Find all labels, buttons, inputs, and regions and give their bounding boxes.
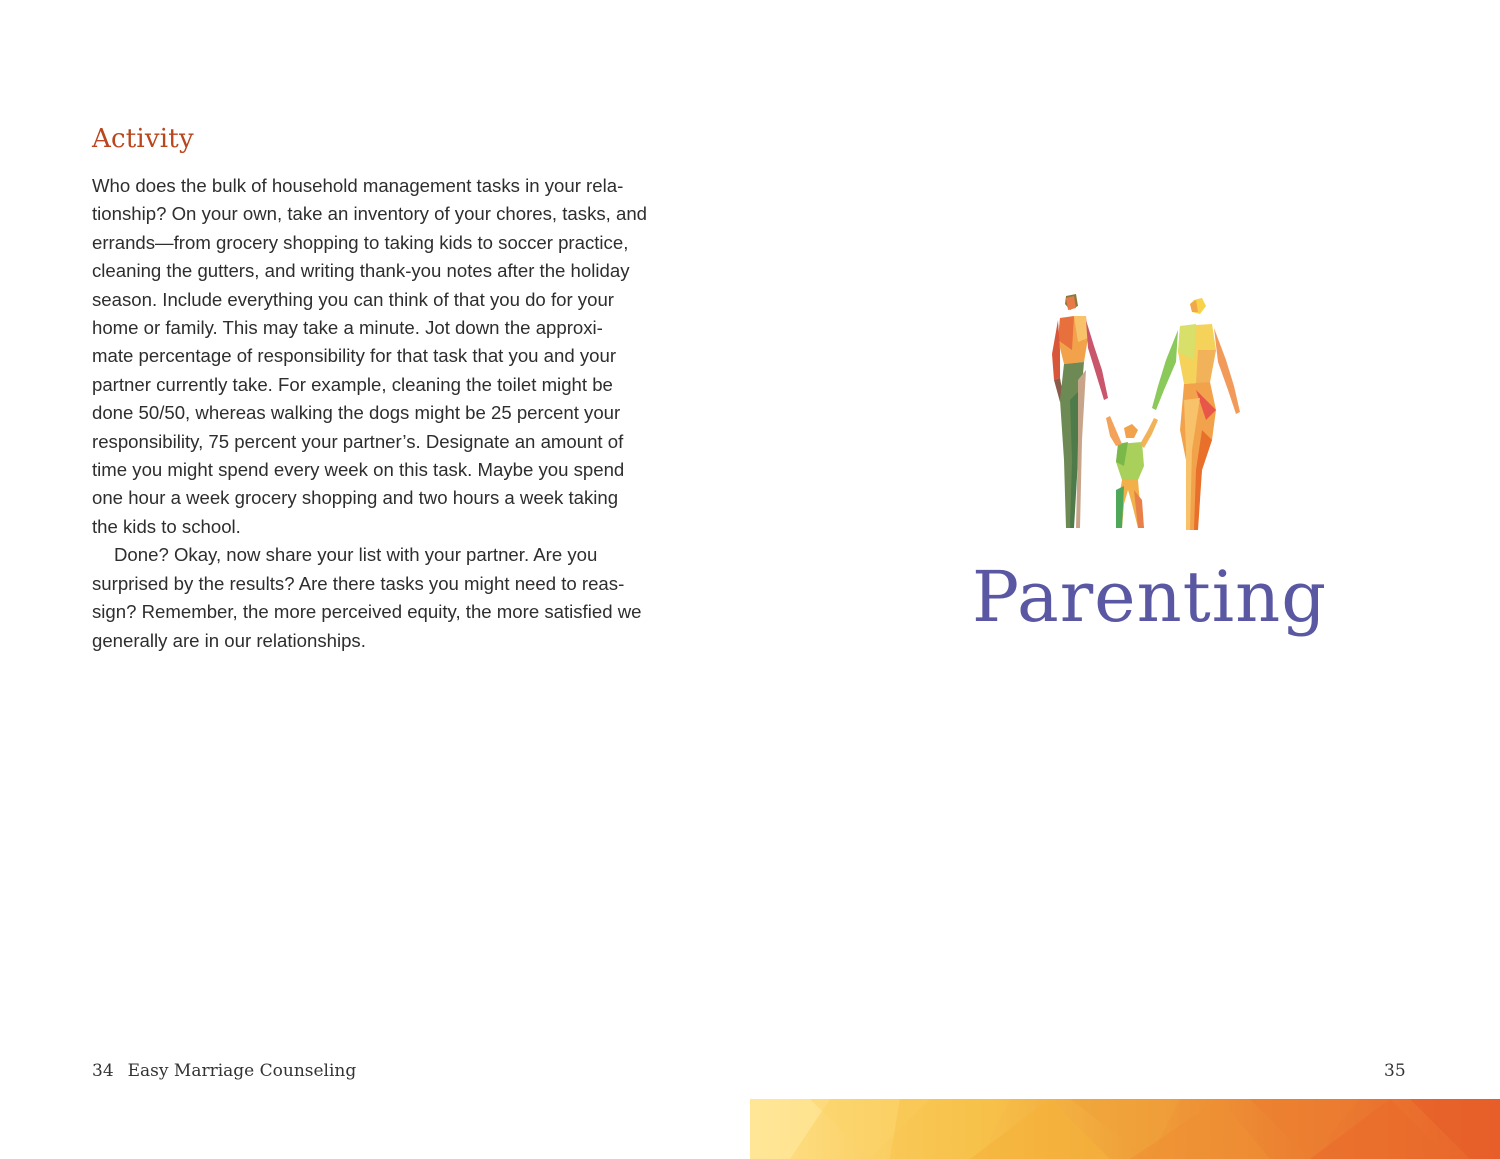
text-line: cleaning the gutters, and writing thank-you notes after the holiday [92, 260, 630, 282]
running-title: Easy Marriage Counseling [127, 1061, 357, 1081]
child-figure [1106, 416, 1158, 528]
right-page-number: 35 [1384, 1061, 1406, 1081]
text-line: responsibility, 75 percent your partner’s. Designate an amount of [92, 430, 624, 452]
text-line: tionship? On your own, take an inventory of your chores, tasks, and [92, 203, 648, 225]
text-line: time you might spend every week on this task. Maybe you spend [92, 459, 625, 481]
right-page [750, 0, 1500, 1159]
text-line: Done? Okay, now share your list with your partner. Are you [114, 544, 598, 566]
text-line: sign? Remember, the more perceived equity, the more satisfied we [92, 601, 642, 623]
text-line: season. Include everything you can think of that you do for your [92, 288, 614, 310]
family-illustration-icon [1030, 290, 1250, 535]
text-line: Who does the bulk of household management tasks in your rela- [92, 175, 624, 196]
adult-left-figure [1052, 294, 1108, 528]
text-line: the kids to school. [92, 515, 241, 537]
text-line: generally are in our relationships. [92, 629, 366, 651]
chapter-title: Parenting [972, 556, 1328, 638]
text-line: surprised by the results? Are there tasks you might need to reas- [92, 572, 625, 594]
activity-body [92, 172, 648, 655]
page-number: 34 [92, 1061, 114, 1081]
text-line: partner currently take. For example, cleaning the toilet might be [92, 373, 613, 395]
activity-paragraph-2 [92, 541, 642, 655]
decorative-color-band [750, 1099, 1500, 1159]
left-page-footer [92, 1061, 356, 1081]
text-line: home or family. This may take a minute. Jot down the approxi- [92, 317, 603, 339]
polygon-pattern-icon [750, 1099, 1500, 1159]
activity-paragraph-1 [92, 172, 648, 541]
text-line: done 50/50, whereas walking the dogs might be 25 percent your [92, 402, 621, 424]
text-line: mate percentage of responsibility for that task that you and your [92, 345, 617, 367]
adult-right-figure [1152, 298, 1240, 530]
text-line: one hour a week grocery shopping and two hours a week taking [92, 487, 619, 509]
activity-heading: Activity [92, 124, 194, 154]
text-line: errands—from grocery shopping to taking kids to soccer practice, [92, 231, 629, 253]
